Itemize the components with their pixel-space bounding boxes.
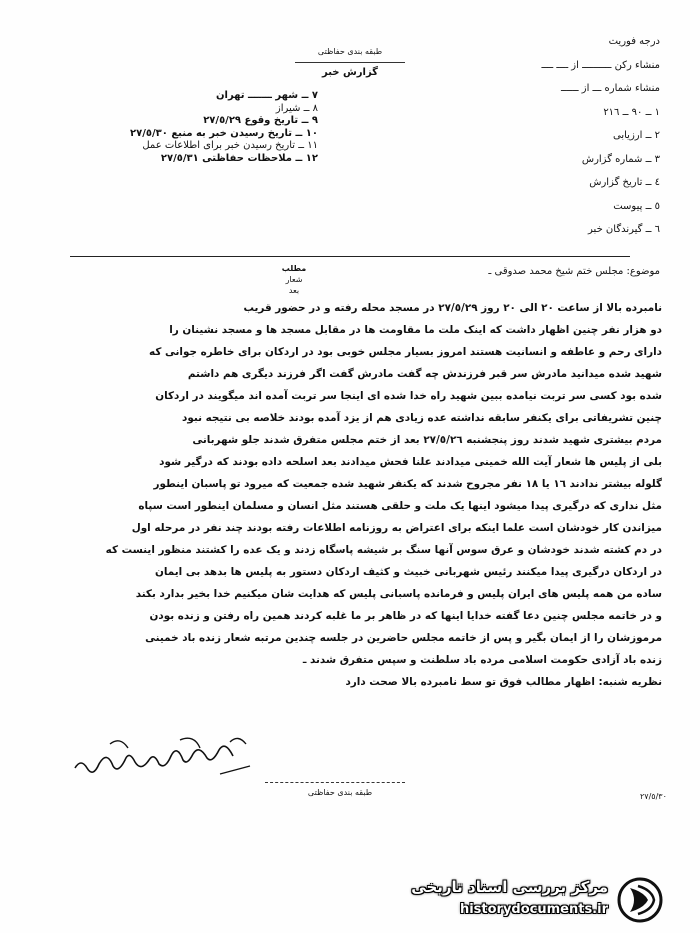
body-line: و در خاتمه مجلس چنین دعا گفته خدایا اینها که در ظاهر بر ما غلبه کردند همین راه رفتن و زنده بودن: [149, 610, 662, 622]
watermark-url: historydocuments.ir: [459, 902, 608, 917]
body-line: دو هزار نفر چنین اظهار داشت که اینک ملت ما مقاومت ها در مقابل مسجد ها و مسجد نشینان را: [169, 324, 662, 336]
archive-logo-icon: [616, 876, 664, 924]
body-line: مرموزشان را از ایمان بگیر و پس از خاتمه مجلس حاضرین در جلسه چندین مرتبه شعار زنده باد خمینی: [145, 632, 662, 644]
header-center: [295, 42, 405, 83]
header-right-line: ٢ ــ ارزیابی: [613, 130, 660, 141]
header-left-line: ١٠ ــ تاریخ رسیدن خبر به منبع ٢٧/٥/٣٠: [130, 127, 318, 139]
header-right-fields: [390, 30, 660, 242]
document-title: گزارش خبر: [321, 67, 378, 78]
body-line: گلوله بیشتر ندادند ١٦ یا ١٨ نفر مجروح شدند که یکنفر شهید شده جمعیت که میرود تو پاسبان اینطور: [153, 478, 662, 490]
header-right-line: منشاء شماره ـــ از ــــــ: [560, 83, 660, 94]
header-right-line: منشاء رکن ــــــــــ از ــــ ــــ: [541, 59, 660, 71]
body-line: شده بود کسی سر تربت نیامده ببین شهید راه خدا شده ای اینجا سر تربت آمده اند میگویند در اردکان: [155, 390, 662, 402]
watermark-title: مرکز بررسی اسناد تاریخی: [411, 878, 608, 896]
header-left-line: ٨ ــ شیراز: [275, 102, 318, 114]
footer-classification: طبقه بندی حفاظتی: [307, 788, 373, 797]
watermark: [330, 872, 670, 927]
body-line: در اردکان درگیری پیدا میکنند رئیس شهربانی خبیث و کثیف اردکان دستور به پلیس ها بدهد بی ایمان: [155, 566, 662, 578]
header-right-line: ٥ ــ پیوست: [613, 200, 660, 212]
body-line: دارای رحم و عاطفه و انسانیت هستند امروز بسیار مجلس خوبی بود در اردکان برای خاطره جوانی که: [149, 346, 662, 358]
header-right-line: ٦ ــ گیرندگان خبر: [588, 224, 660, 235]
stamp-text: مطلب: [281, 264, 307, 273]
header-divider: [70, 256, 630, 257]
header-right-line: درجه فوریت: [608, 36, 660, 47]
body-line: نظریه شنبه: اظهار مطالب فوق تو سط نامبرده بالا صحت دارد: [345, 676, 662, 688]
body-line: چنین تشریفاتی برای یکنفر سابقه نداشته عده زیادی هم از یزد آمده بودند خلاصه بی نتیجه نبود: [182, 412, 662, 424]
handwritten-note: [70, 730, 270, 780]
stamp-text: شعار: [285, 275, 303, 284]
report-body: [40, 297, 662, 693]
footer-divider: [265, 782, 405, 783]
body-line: زنده باد آزادی حکومت اسلامی مرده باد سلطنت و سپس متفرق شدند ـ: [302, 654, 662, 666]
body-line: نامبرده بالا از ساعت ٢٠ الی ٢٠ روز ٢٧/٥/٢٩ در مسجد محله رفته و در حضور قریب: [243, 302, 662, 314]
body-line: مثل نداری که درگیری پیدا میشود اینها یک ملت و حلقی هستند مثل انسان و مسلمان اینطور است سپاه: [138, 500, 662, 512]
classification-label: طبقه بندی حفاظتی: [295, 42, 405, 63]
header-right-line: ٤ ــ تاریخ گزارش: [589, 177, 660, 188]
body-line: بلی از پلیس ها شعار آیت الله خمینی میدادند علنا فحش میدادند بعد اسلحه داده بودند که درگیر شود: [159, 456, 662, 468]
margin-stamp: [264, 263, 324, 296]
stamp-text: بعد: [288, 286, 300, 295]
body-line: میزاندن کار خودشان است علما اینکه برای اعتراض به روزنامه اطلاعات رفته بودند چند نفر در مرحله اول: [131, 522, 662, 534]
header-left-line: ١١ ــ تاریخ رسیدن خبر برای اطلاعات عمل: [142, 140, 318, 151]
body-line: شهید شده میدانید مادرش سر قبر فرزندش چه گفت مادرش گفت اگر فرزند دیگری هم داشتم: [187, 368, 662, 380]
body-line: ساده من همه پلیس های ایران پلیس و فرمانده پاسبانی پلیس که هدایت شان میکنیم خدا بخیر بدارد بکند: [135, 588, 662, 600]
body-line: در دم کشته شدند خودشان و عرق سوس آنها سنگ بر شیشه پاسگاه زدند و یک عده را کشتند منظور اینست که: [105, 544, 662, 556]
header-right-line: ٣ ــ شماره گزارش: [581, 153, 660, 165]
footer-number: ٢٧/٥/٣٠: [640, 792, 667, 801]
body-line: مردم بیشتری شهید شدند روز پنجشنبه ٢٧/٥/٢٦ بعد از ختم مجلس متفرق شدند جلو شهربانی: [192, 434, 662, 446]
header-left-line: ٩ ــ تاریخ وقوع ٢٧/٥/٢٩: [203, 115, 318, 126]
subject-line: موضوع: مجلس ختم شیخ محمد صدوقی ـ: [488, 266, 660, 277]
header-left-line: ١٢ ــ ملاحظات حفاظتی ٢٧/٥/٣١: [160, 152, 318, 164]
header-left-fields: [48, 90, 318, 165]
header-left-line: ٧ ــ شهر ـــــــ تهران: [216, 90, 318, 101]
header-right-line: ١ ــ ٩٠ ــ ٢١٦: [603, 106, 660, 118]
